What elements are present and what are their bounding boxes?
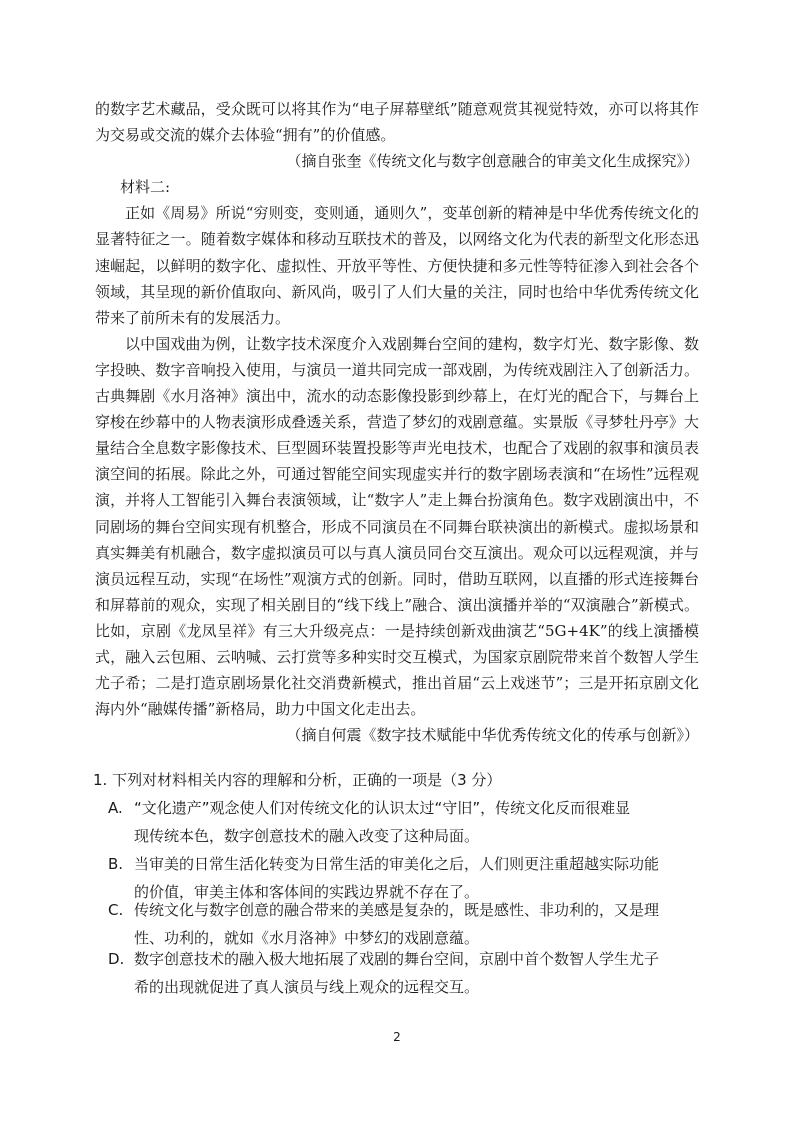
option-d-line-1: 数字创意技术的融入极大地拓展了戏剧的舞台空间，京剧中首个数智人学生尤子 [134,950,660,968]
option-d-mark: D. [108,950,125,968]
option-c-mark: C. [108,901,124,919]
question-stem: 1. 下列对材料相关内容的理解和分析，正确的一项是（3 分） [93,771,502,789]
source-citation-2: （摘自何震《数字技术赋能中华优秀传统文化的传承与创新》） [286,726,699,745]
option-c-line-1: 传统文化与数字创意的融合带来的美感是复杂的，既是感性、非功利的，又是理 [134,901,660,919]
option-b-line-2: 的价值，审美主体和客体间的实践边界就不存在了。 [134,883,480,901]
option-a-line-1: “文化遗产”观念使人们对传统文化的认识太过“守旧”，传统文化反而很难显 [134,799,631,817]
option-b-line-1: 当审美的日常生活化转变为日常生活的审美化之后，人们则更注重超越实际功能 [134,855,660,873]
material-two-paragraph-1: 正如《周易》所说“穷则变，变则通，通则久”，变革创新的精神是中华优秀传统文化的显著特征之一。随着数字媒体和移动互联技术的普及，以网络文化为代表的新型文化形态迅速崛起，以鲜明的数字化、虚拟性、开放平等性、方便快捷和多元性等特征渗入到社会各个领域，其呈现的新价值取向、新风尚，吸引了人们大量的关注，同时也给中华优秀传统文化带来了前所未有的发展活力。 [95,204,699,327]
option-c [108,896,700,952]
option-b-mark: B. [108,855,124,873]
option-d-line-2: 希的出现就促进了真人演员与线上观众的远程交互。 [134,978,480,996]
material-two-paragraph-2: 以中国戏曲为例，让数字技术深度介入戏剧舞台空间的建构，数字灯光、数字影像、数字投映、数字音响投入使用，与演员一道共同完成一部戏剧，为传统戏剧注入了创新活力。古典舞剧《水月洛神》演出中，流水的动态影像投影到纱幕上，在灯光的配合下，与舞台上穿梭在纱幕中的人物表演形成叠透关系，营造了梦幻的戏剧意蕴。实景版《寻梦牡丹亭》大量结合全息数字影像技术、巨型圆环装置投影等声光电技术，也配合了戏剧的叙事和演员表演空间的拓展。除此之外，可通过智能空间实现虚实并行的数字剧场表演和“在场性”远程观演，并将人工智能引入舞台表演领域，让“数字人”走上舞台扮演角色。数字戏剧演出中，不同剧场的舞台空间实现有机整合，形成不同演员在不同舞台联袂演出的新模式。虚拟场景和真实舞美有机融合，数字虚拟演员可以与真人演员同台交互演出。观众可以远程观演，并与演员远程互动，实现“在场性”观演方式的创新。同时，借助互联网，以直播的形式连接舞台和屏幕前的观众，实现了相关剧目的“线下线上”融合、演出演播并举的“双演融合”新模式。比如，京剧《龙凤呈祥》有三大升级亮点：一是持续创新戏曲演艺“5G+4K”的线上演播模式，融入云包厢、云呐喊、云打赏等多种实时交互模式，为国家京剧院带来首个数智人学生尤子希；二是打造京剧场景化社交消费新模式，推出首届“云上戏迷节”；三是开拓京剧文化海内外“融媒传播”新格局，助力中国文化走出去。 [95,334,699,719]
option-a [108,794,700,850]
continued-paragraph: 的数字艺术藏品，受众既可以将其作为“电子屏幕壁纸”随意观赏其视觉特效，亦可以将其作为交易或交流的媒介去体验“拥有”的价值感。 [95,100,699,145]
option-a-line-2: 现传统本色，数字创意技术的融入改变了这种局面。 [134,827,480,845]
option-a-mark: A. [108,799,123,817]
option-c-line-2: 性、功利的，就如《水月洛神》中梦幻的戏剧意蕴。 [134,929,480,947]
material-two-label: 材料二: [120,178,171,197]
material-text [95,96,699,748]
page-number: 2 [393,1030,401,1044]
option-d [108,945,700,1001]
source-citation-1: （摘自张奎《传统文化与数字创意融合的审美文化生成探究》） [286,152,699,171]
